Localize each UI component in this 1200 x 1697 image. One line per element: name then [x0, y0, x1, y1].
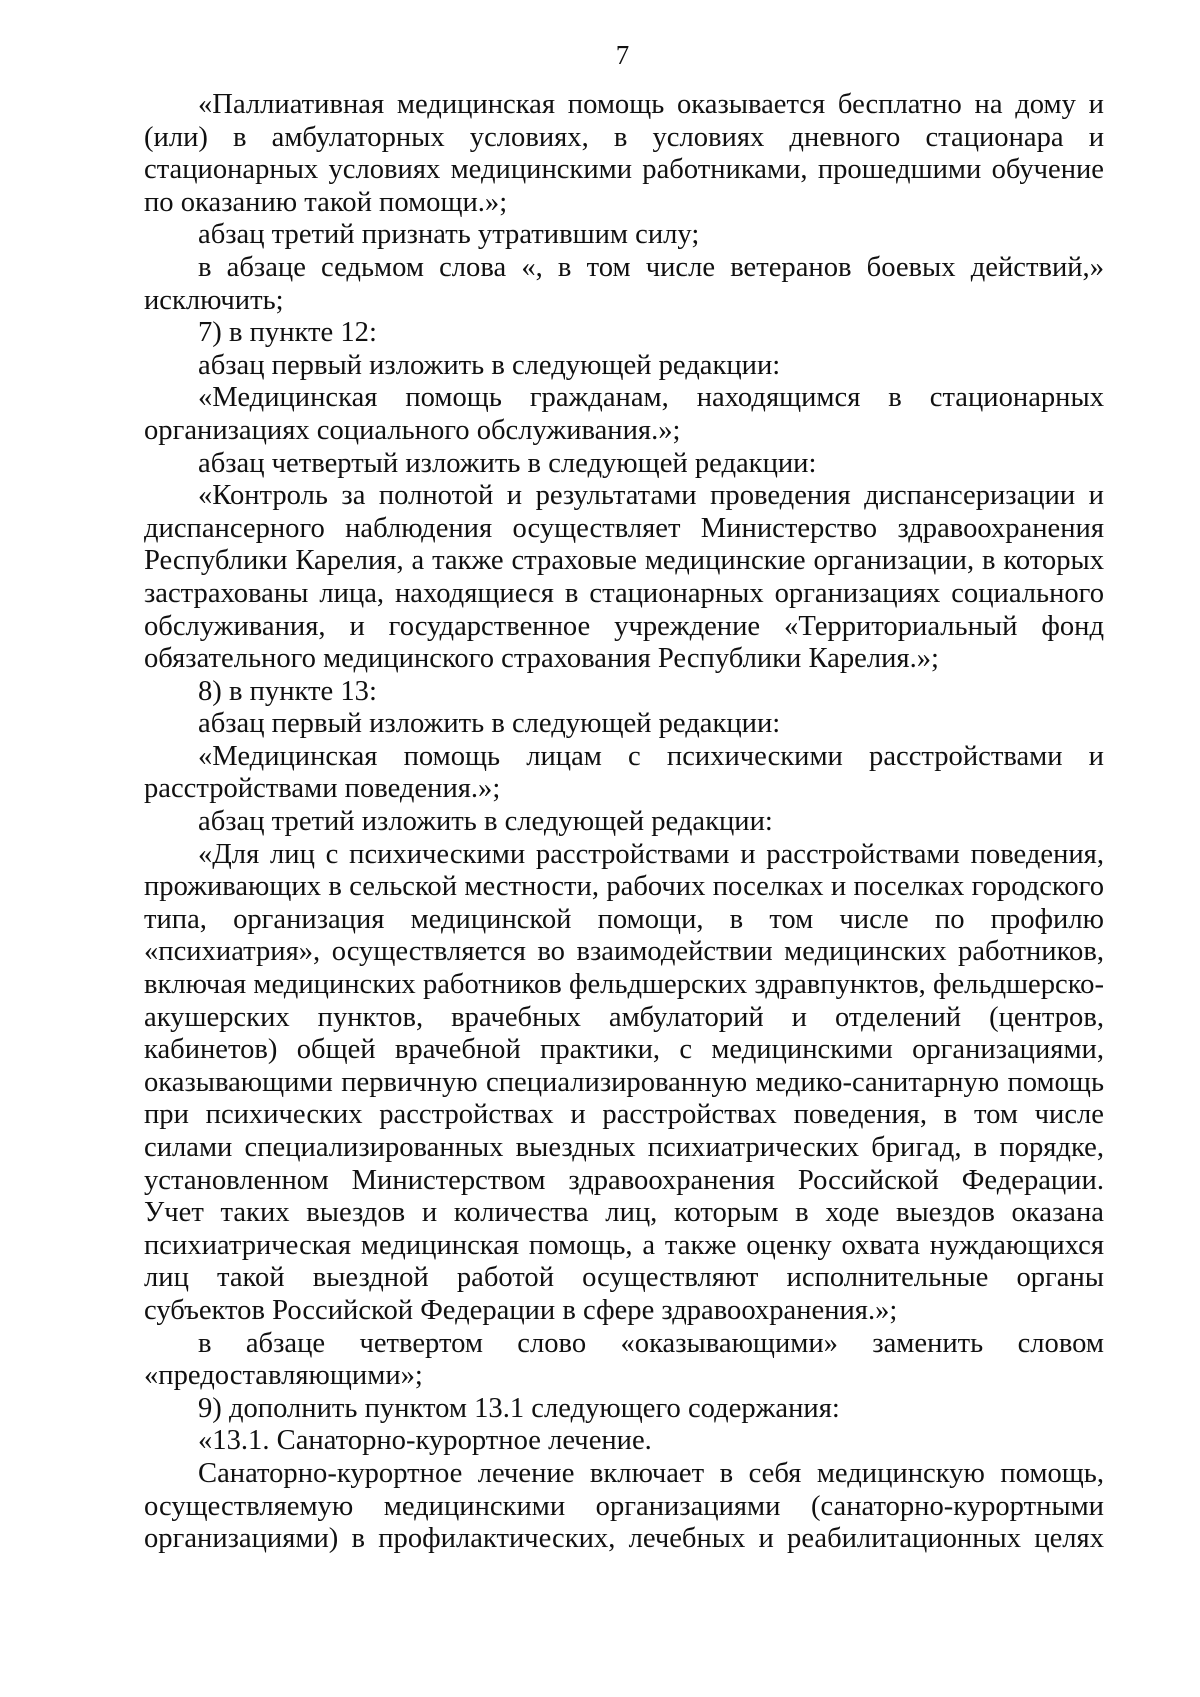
paragraph: «Паллиативная медицинская помощь оказывается бесплатно на дому и (или) в амбулаторных условиях, в условиях дневного стационара и стационарных условиях медицинскими работниками, прошедшими обучение по оказанию такой помощи.»; — [144, 89, 1104, 218]
paragraph: абзац первый изложить в следующей редакции: — [198, 349, 781, 381]
paragraph: «Для лиц с психическими расстройствами и расстройствами поведения, проживающих в сельской местности, рабочих поселках и поселках городского типа, организация медицинской помощи, в том числе по профилю «психиатрия», осуществляется во взаимодействии медицинских работников, включая медицинских работников фельдшерских здравпунктов, фельдшерско-акушерских пунктов, врачебных амбулаторий и отделений (центров, кабинетов) общей врачебной практики, с медицинскими организациями, оказывающими первичную специализированную медико-санитарную помощь при психических расстройствах и расстройствах поведения, в том числе силами специализированных выездных психиатрических бригад, в порядке, установленном Министерством здравоохранения Российской Федерации. Учет таких выездов и количества лиц, которым в ходе выездов оказана психиатрическая медицинская помощь, а также оценку охвата нуждающихся лиц такой выездной работой осуществляют исполнительные органы субъектов Российской Федерации в сфере здравоохранения.»; — [144, 838, 1104, 1326]
paragraph: 7) в пункте 12: — [198, 317, 377, 349]
paragraph: в абзаце седьмом слова «, в том числе ветеранов боевых действий,» исключить; — [144, 251, 1104, 316]
paragraph: абзац третий изложить в следующей редакции: — [198, 806, 773, 838]
paragraph: в абзаце четвертом слово «оказывающими» заменить словом «предоставляющими»; — [144, 1327, 1104, 1392]
paragraph: абзац третий признать утратившим силу; — [198, 219, 700, 251]
paragraph: абзац первый изложить в следующей редакции: — [198, 708, 781, 740]
paragraph: 9) дополнить пунктом 13.1 следующего содержания: — [198, 1392, 840, 1424]
page-number: 7 — [615, 40, 630, 70]
document-body — [144, 89, 1104, 1556]
paragraph: Санаторно-курортное лечение включает в себя медицинскую помощь, осуществляемую медицинскими организациями (санаторно-курортными организациями) в профилактических, лечебных и реабилитационных целях — [144, 1457, 1104, 1555]
paragraph: 8) в пункте 13: — [198, 675, 377, 707]
paragraph: «13.1. Санаторно-курортное лечение. — [198, 1425, 652, 1457]
paragraph: «Медицинская помощь лицам с психическими расстройствами и расстройствами поведения.»; — [144, 740, 1104, 805]
paragraph: «Медицинская помощь гражданам, находящимся в стационарных организациях социального обслуживания.»; — [144, 382, 1104, 446]
paragraph: абзац четвертый изложить в следующей редакции: — [198, 447, 817, 479]
paragraph: «Контроль за полнотой и результатами проведения диспансеризации и диспансерного наблюдения осуществляет Министерство здравоохранения Республики Карелия, а также страховые медицинские организации, в которых застрахованы лица, находящиеся в стационарных организациях социального обслуживания, и государственное учреждение «Территориальный фонд обязательного медицинского страхования Республики Карелия.»; — [144, 480, 1104, 675]
